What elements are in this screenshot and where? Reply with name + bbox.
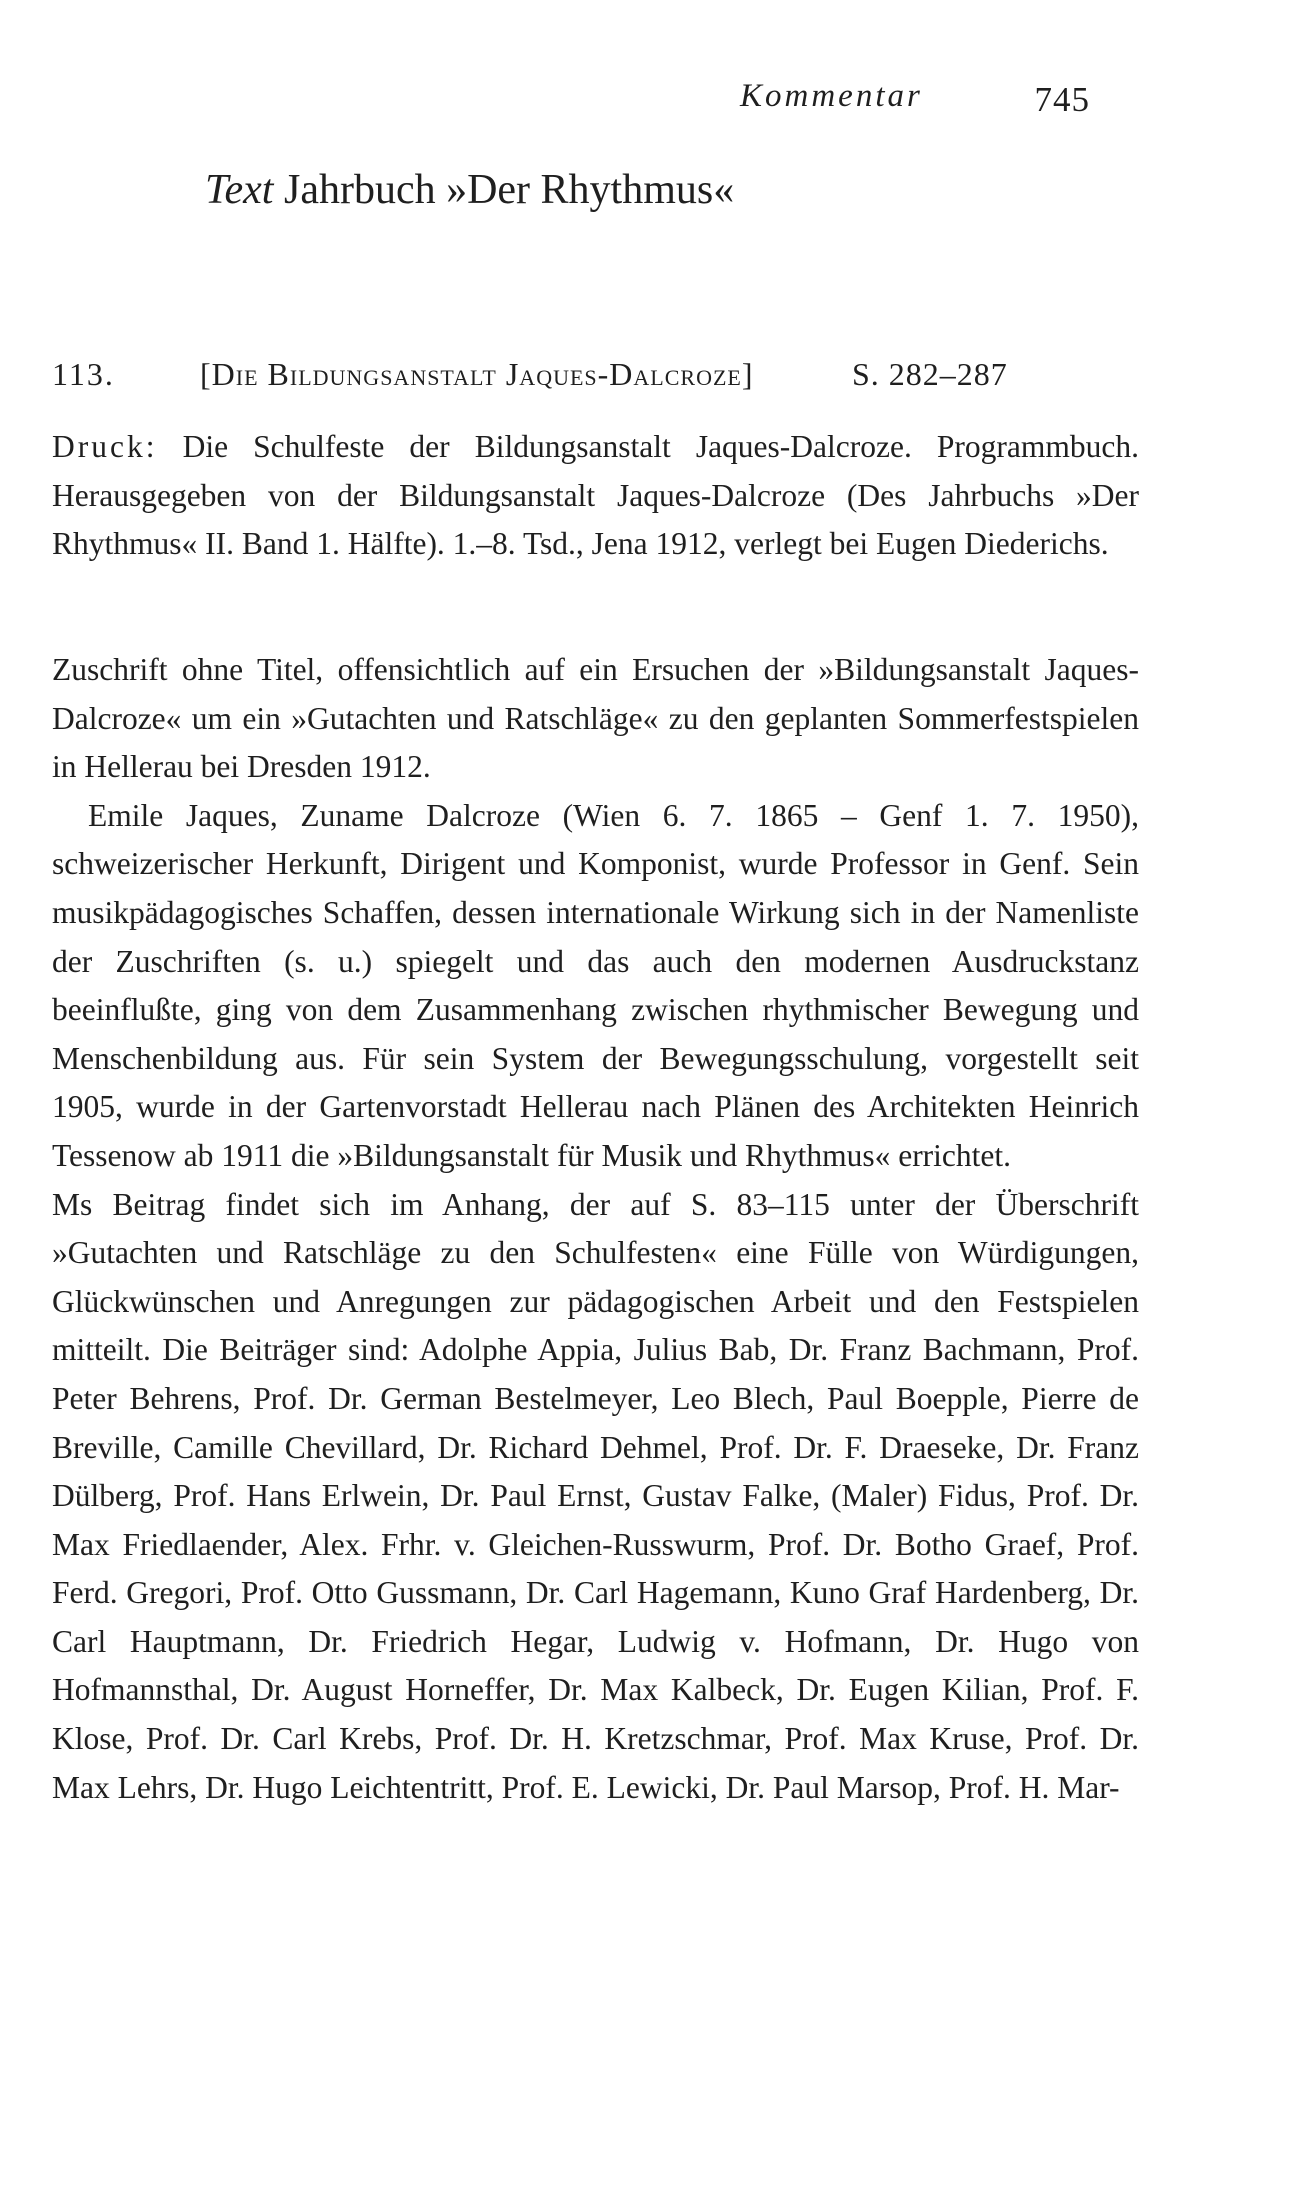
druck-block <box>52 423 1139 569</box>
page-number: 745 <box>1034 80 1090 119</box>
paragraph-1: Zuschrift ohne Titel, offensichtlich auf ein Ersuchen der »Bildungsanstalt Jaques-Dalcroze« um ein »Gutachten und Ratschläge« zu den geplanten Sommerfestspielen in Hellerau bei Dresden 1912. <box>52 652 1139 785</box>
commentary-body <box>52 646 1139 1812</box>
running-head <box>720 78 1090 128</box>
section-title <box>205 166 734 214</box>
running-head-title: Kommentar <box>740 78 923 114</box>
entry-heading: [Die Bildungsanstalt Jaques-Dalcroze] <box>200 356 754 392</box>
druck-label: Druck: <box>52 429 158 464</box>
paragraph-2: Emile Jaques, Zuname Dalcroze (Wien 6. 7. 1865 – Genf 1. 7. 1950), schweizerischer Herkunft, Dirigent und Komponist, wurde Professor in Genf. Sein musikpädagogisches Schaffen, dessen internationale Wirkung sich in der Namenliste der Zuschriften (s. u.) spiegelt und das auch den modernen Ausdruckstanz beeinflußte, ging von dem Zusammenhang zwischen rhythmischer Bewegung und Menschenbildung aus. Für sein System der Bewegungsschulung, vorgestellt seit 1905, wurde in der Gartenvorstadt Hellerau nach Plänen des Architekten Heinrich Tessenow ab 1911 die »Bildungsanstalt für Musik und Rhythmus« errichtet. <box>52 797 1139 1173</box>
druck-text: Die Schulfeste der Bildungsanstalt Jaques-Dalcroze. Programmbuch. Herausgegeben von der Bildungsanstalt Jaques-Dalcroze (Des Jahrbuchs »Der Rhythmus« II. Band 1. Hälfte). 1.–8. Tsd., Jena 1912, verlegt bei Eugen Diederichs. <box>52 429 1139 562</box>
entry-number: 113. <box>52 356 115 392</box>
section-title-rest: Jahrbuch »Der Rhythmus« <box>273 167 735 213</box>
druck-paragraph <box>52 423 1139 569</box>
paragraph-3: Ms Beitrag findet sich im Anhang, der auf S. 83–115 unter der Überschrift »Gutachten und Ratschläge zu den Schulfesten« eine Fülle von Würdigungen, Glückwünschen und Anregungen zur pädagogischen Arbeit und den Festspielen mitteilt. Die Beiträger sind: Adolphe Appia, Julius Bab, Dr. Franz Bachmann, Prof. Peter Behrens, Prof. Dr. German Bestelmeyer, Leo Blech, Paul Boepple, Pierre de Breville, Camille Chevillard, Dr. Richard Dehmel, Prof. Dr. F. Draeseke, Dr. Franz Dülberg, Prof. Hans Erlwein, Dr. Paul Ernst, Gustav Falke, (Maler) Fidus, Prof. Dr. Max Friedlaender, Alex. Frhr. v. Gleichen-Russwurm, Prof. Dr. Botho Graef, Prof. Ferd. Gregori, Prof. Otto Gussmann, Dr. Carl Hagemann, Kuno Graf Hardenberg, Dr. Carl Hauptmann, Dr. Friedrich Hegar, Ludwig v. Hofmann, Dr. Hugo von Hofmannsthal, Dr. August Horneffer, Dr. Max Kalbeck, Dr. Eugen Kilian, Prof. F. Klose, Prof. Dr. Carl Krebs, Prof. Dr. H. Kretzschmar, Prof. Max Kruse, Prof. Dr. Max Lehrs, Dr. Hugo Leichtentritt, Prof. E. Lewicki, Dr. Paul Marsop, Prof. H. Mar- <box>52 1186 1139 1805</box>
entry-pages: S. 282–287 <box>852 356 1008 392</box>
section-title-italic: Text <box>205 167 274 213</box>
